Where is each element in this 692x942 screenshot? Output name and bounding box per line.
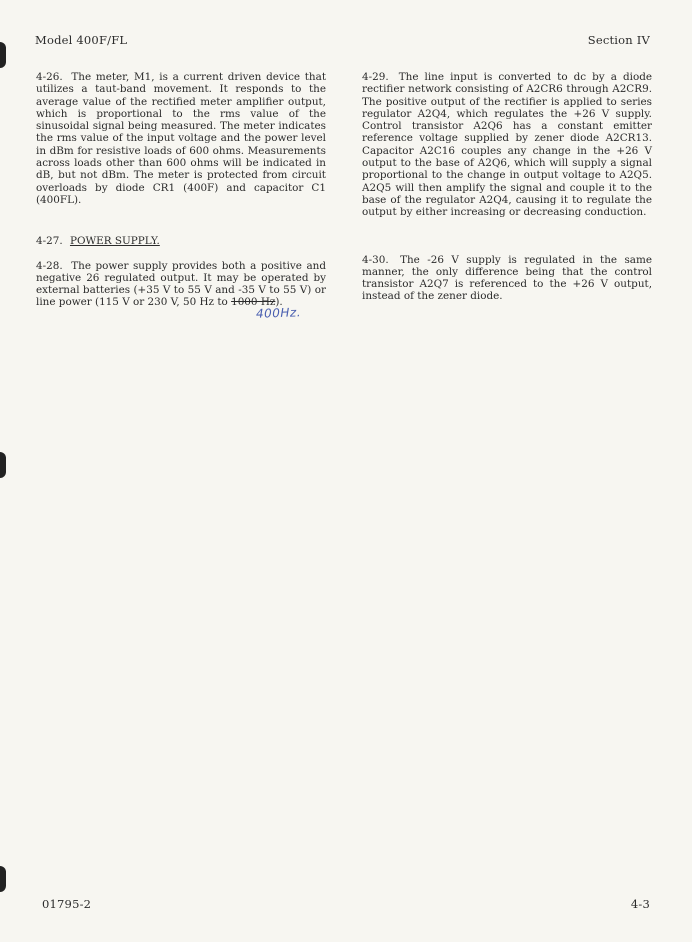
handwritten-note: 400Hz. bbox=[255, 305, 302, 321]
footer-doc-number: 01795-2 bbox=[42, 897, 92, 911]
paragraph-text: The power supply provides both a positive and negative 26 regulated output. It may be operated by external batteries (+35 V to 55 V and -35 V to 55 V) or line power (115 V or 230 V, 50 Hz to bbox=[36, 259, 326, 309]
heading-number: 4-27. bbox=[36, 235, 63, 248]
left-column bbox=[36, 71, 326, 309]
paragraph-number: 4-28. bbox=[36, 259, 63, 272]
right-column bbox=[362, 71, 652, 303]
paragraph-text: The -26 V supply is regulated in the same manner, the only difference being that the control transistor A2Q7 is referenced to the +26 V output, instead of the zener diode. bbox=[362, 253, 652, 303]
header-model: Model 400F/FL bbox=[35, 33, 128, 47]
paragraph-4-28 bbox=[36, 260, 326, 309]
paragraph-4-30 bbox=[362, 254, 652, 303]
paragraph-number: 4-29. bbox=[362, 71, 389, 83]
paragraph-end: ). bbox=[275, 296, 283, 309]
paragraph-number: 4-26. bbox=[36, 71, 63, 83]
struck-text: 1000 Hz bbox=[231, 296, 276, 309]
heading-4-27 bbox=[36, 235, 326, 247]
binder-hole bbox=[0, 42, 6, 68]
header-section: Section IV bbox=[587, 33, 650, 47]
binder-hole bbox=[0, 452, 6, 478]
heading-title: POWER SUPPLY. bbox=[69, 235, 160, 248]
binder-hole bbox=[0, 866, 6, 892]
footer-page-number: 4-3 bbox=[630, 897, 650, 911]
paragraph-number: 4-30. bbox=[362, 253, 389, 266]
paragraph-4-29 bbox=[362, 71, 652, 219]
paragraph-4-26 bbox=[36, 71, 326, 206]
paragraph-text: The meter, M1, is a current driven device that utilizes a taut-band movement. It responds to the average value of the rectified meter amplifier output, which is proportional to the rms value of the sinusoidal signal being measured. The meter indicates the rms value of the input voltage and the power level in dBm for resistive loads of 600 ohms. Measurements across loads other than 600 ohms will be indicated in dB, but not dBm. The meter is protected from circuit overloads by diode CR1 (400F) and capacitor C1 (400FL). bbox=[36, 71, 326, 206]
paragraph-text: The line input is converted to dc by a diode rectifier network consisting of A2CR6 through A2CR9. The positive output of the rectifier is applied to series regulator A2Q4, which regulates the +26 V supply. Control transistor A2Q6 has a constant emitter reference voltage supplied by zener diode A2CR13. Capacitor A2C16 couples any change in the +26 V output to the base of A2Q6, which will supply a signal proportional to the change in output voltage to A2Q5. A2Q5 will then amplify the signal and couple it to the base of the regulator A2Q4, causing it to regulate the output by either increasing or decreasing conduction. bbox=[362, 71, 652, 219]
